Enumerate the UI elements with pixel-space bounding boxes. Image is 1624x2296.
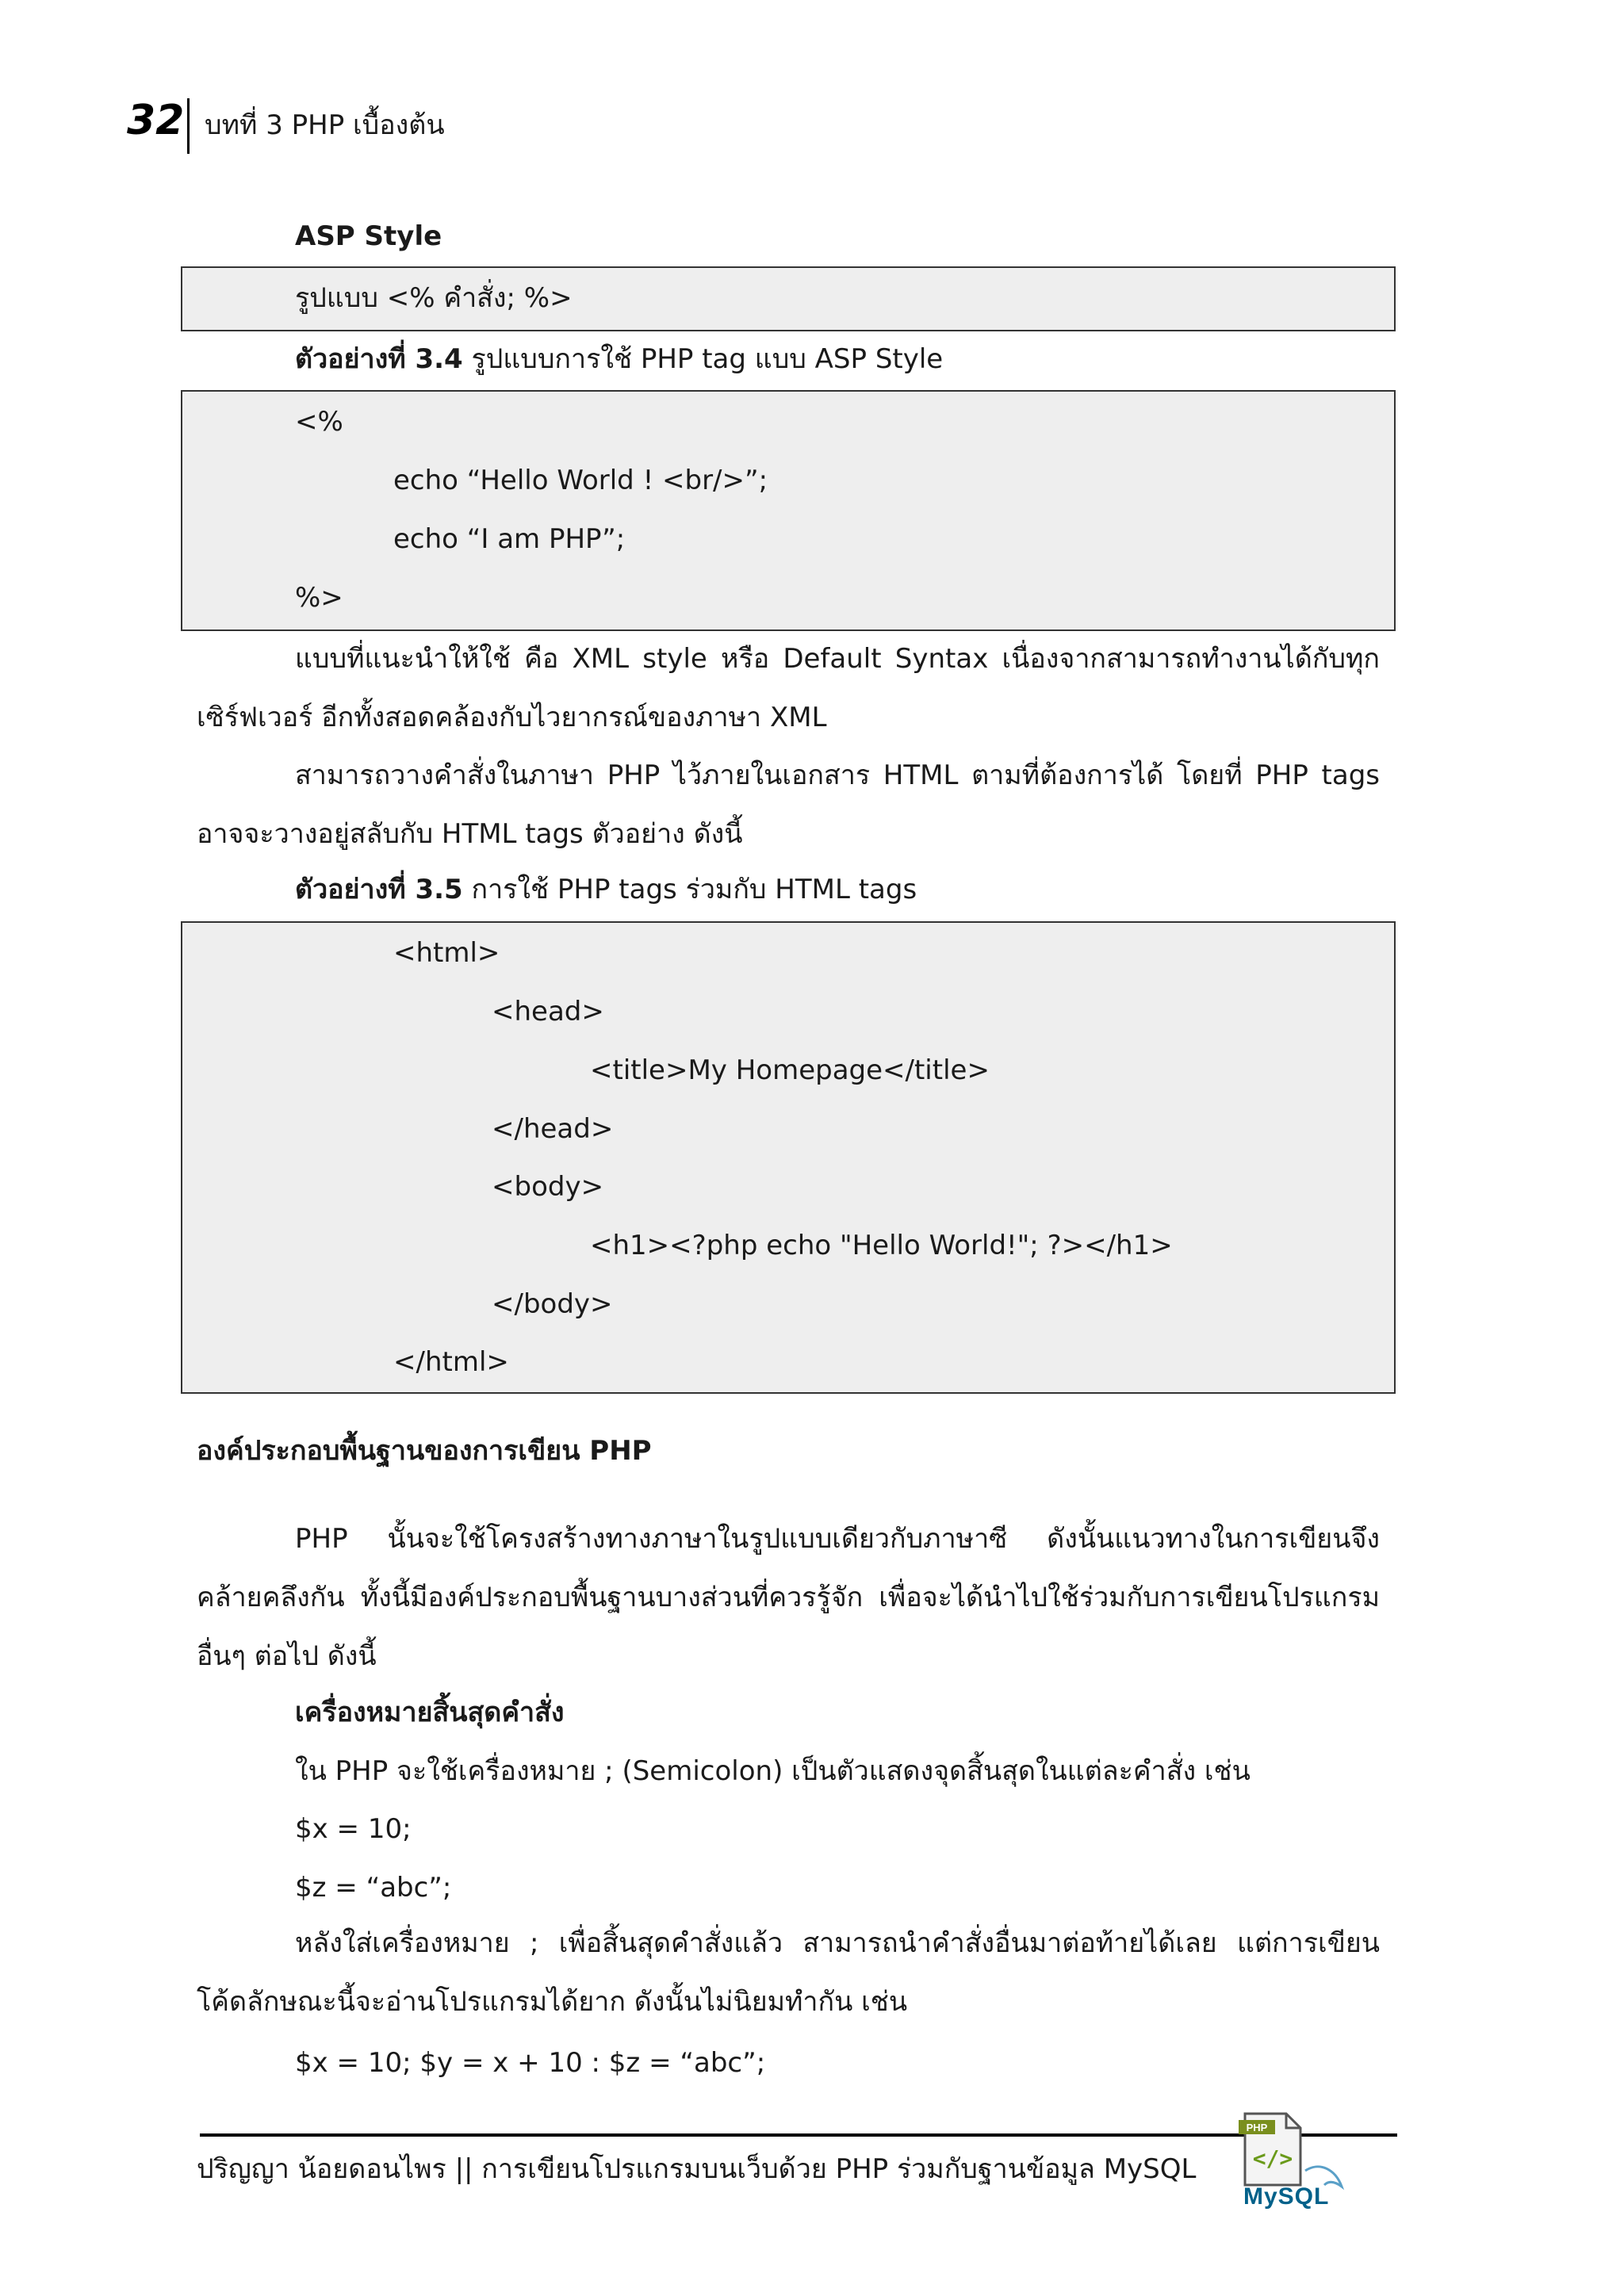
code-box-3-4	[181, 390, 1396, 631]
chapter-title: บทที่ 3 PHP เบื้องต้น	[205, 109, 445, 141]
code-line: echo “Hello World ! <br/>”;	[393, 465, 768, 496]
code-line: </head>	[492, 1113, 614, 1145]
example-3-4-text: รูปแบบการใช้ PHP tag แบบ ASP Style	[462, 343, 944, 375]
after-semicolon-paragraph	[197, 1914, 1380, 2031]
example-3-5-caption	[295, 872, 917, 907]
logo-code: </>	[1252, 2145, 1293, 2172]
section-title: องค์ประกอบพื้นฐานของการเขียน PHP	[197, 1435, 652, 1467]
logo-badge: PHP	[1246, 2122, 1268, 2133]
semicolon-subheading: เครื่องหมายสิ้นสุดคำสั่ง	[295, 1697, 565, 1728]
code-line: <title>My Homepage</title>	[590, 1054, 990, 1086]
code-example: $x = 10;	[295, 1813, 412, 1845]
code-line: %>	[295, 582, 343, 614]
code-line: <%	[295, 406, 343, 438]
footer-divider	[200, 2133, 1397, 2137]
paragraph-text: สามารถวางคำสั่งในภาษา PHP ไว้ภายในเอกสาร HTML ตามที่ต้องการได้ โดยที่ PHP tags อาจจะวางอยู่สลับกับ HTML tags ตัวอย่าง ดังนี้	[197, 760, 1380, 850]
example-3-4-label: ตัวอย่างที่ 3.4	[295, 343, 463, 375]
paragraph-text: หลังใส่เครื่องหมาย ; เพื่อสิ้นสุดคำสั่งแล้ว สามารถนำคำสั่งอื่นมาต่อท้ายได้เลย แต่การเขียนโค้ดลักษณะนี้จะอ่านโปรแกรมได้ยาก ดังนั้นไม่นิยมทำกัน เช่น	[197, 1927, 1380, 2018]
logo-caption-text: MySQL	[1243, 2183, 1330, 2210]
semicolon-description: ใน PHP จะใช้เครื่องหมาย ; (Semicolon) เป็นตัวแสดงจุดสิ้นสุดในแต่ละคำสั่ง เช่น	[295, 1755, 1251, 1787]
code-line: echo “I am PHP”;	[393, 523, 626, 555]
code-line: </body>	[492, 1288, 613, 1320]
paragraph-text: PHP นั้นจะใช้โครงสร้างทางภาษาในรูปแบบเดียวกับภาษาซี ดังนั้นแนวทางในการเขียนจึงคล้ายคลึงกัน ทั้งนี้มีองค์ประกอบพื้นฐานบางส่วนที่ควรรู้จัก เพื่อจะได้นำไปใช้ร่วมกับการเขียนโปรแกรมอื่นๆ ต่อไป ดังนี้	[197, 1523, 1380, 1672]
example-3-4-caption	[295, 342, 943, 377]
example-3-5-text: การใช้ PHP tags ร่วมกับ HTML tags	[462, 874, 917, 905]
example-3-5-label: ตัวอย่างที่ 3.5	[295, 874, 463, 905]
code-line: <head>	[492, 996, 604, 1027]
code-line: </html>	[393, 1346, 509, 1378]
paragraph-xml-style	[197, 629, 1380, 747]
section-intro	[197, 1510, 1380, 1686]
asp-syntax: รูปแบบ <% คำสั่ง; %>	[295, 282, 573, 314]
code-example: $z = “abc”;	[295, 1872, 452, 1904]
code-line: <html>	[393, 937, 500, 969]
paragraph-text: แบบที่แนะนำให้ใช้ คือ XML style หรือ Default Syntax เนื่องจากสามารถทำงานได้กับทุกเซิร์ฟเวอร์ อีกทั้งสอดคล้องกับไวยากรณ์ของภาษา XML	[197, 643, 1380, 733]
page-number: 32	[127, 97, 185, 144]
code-line: <body>	[492, 1171, 604, 1203]
footer-text: ปริญญา น้อยดอนไพร || การเขียนโปรแกรมบนเว็บด้วย PHP ร่วมกับฐานข้อมูล MySQL	[197, 2153, 1197, 2185]
code-line: <h1><?php echo "Hello World!"; ?></h1>	[590, 1230, 1173, 1261]
code-box-3-5	[181, 921, 1396, 1394]
code-example: $x = 10; $y = x + 10 : $z = “abc”;	[295, 2047, 766, 2079]
paragraph-php-in-html	[197, 746, 1380, 863]
header-divider	[187, 98, 190, 154]
logo-caption	[1243, 2183, 1329, 2210]
asp-style-heading: ASP Style	[295, 220, 442, 252]
